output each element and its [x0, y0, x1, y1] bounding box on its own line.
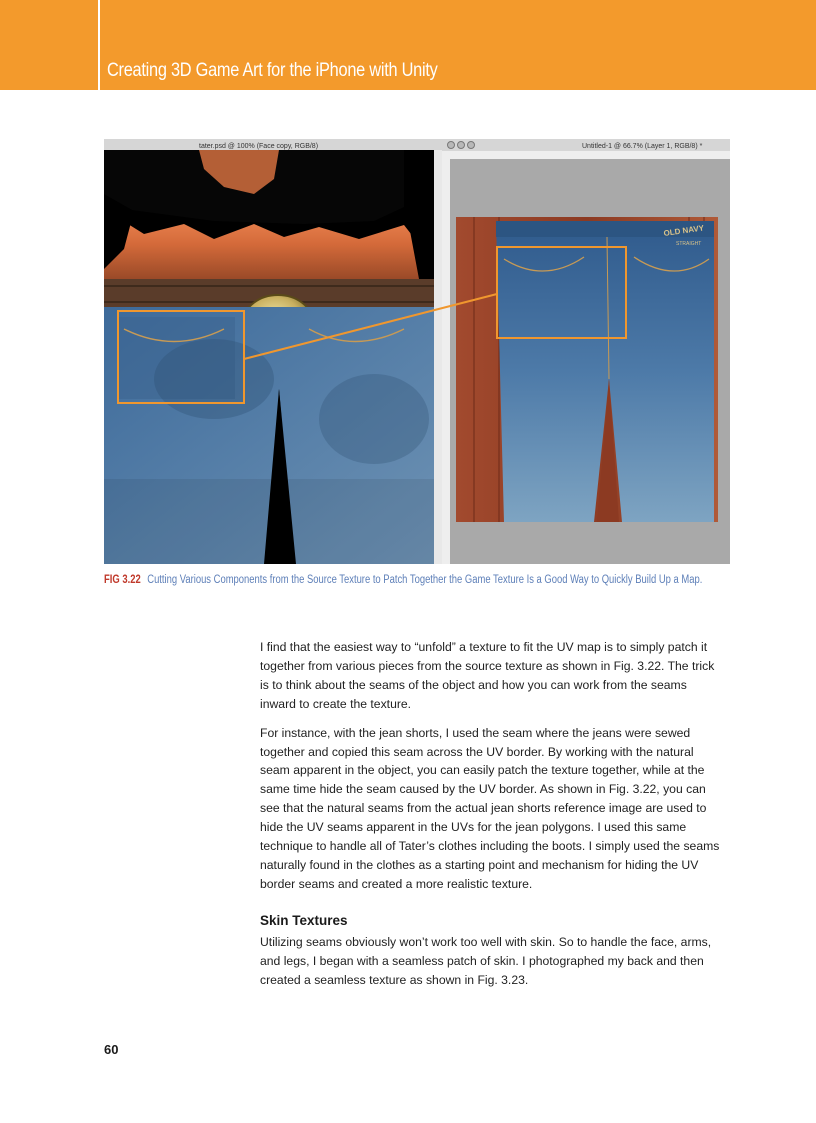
- close-icon[interactable]: [448, 142, 455, 149]
- book-title: Creating 3D Game Art for the iPhone with Unity: [107, 60, 438, 81]
- figure-screenshot: [104, 139, 730, 564]
- minimize-icon[interactable]: [458, 142, 465, 149]
- left-ruler: [434, 150, 442, 564]
- page-number: 60: [104, 1042, 119, 1057]
- section-heading: Skin Textures: [260, 912, 348, 928]
- reference-label-brand: OLD NAVY: [663, 223, 705, 238]
- body-text: [260, 638, 722, 999]
- reference-label-style: STRAIGHT: [676, 241, 702, 247]
- right-window-title: Untitled-1 @ 66.7% (Layer 1, RGB/8) *: [582, 143, 703, 150]
- figure-3-22: [104, 139, 730, 564]
- paragraph: I find that the easiest way to “unfold” a texture to fit the UV map is to simply patch it together from various pieces from the source texture as shown in Fig. 3.22. The trick is to think about the seams of the object and how you can work from the seams inward to create the texture.: [260, 640, 715, 711]
- paragraph: Utilizing seams obviously won’t work too well with skin. So to handle the face, arms, and legs, I began with a seamless patch of skin. I photographed my back and then created a seamless texture as shown in Fig. 3.23.: [260, 934, 712, 987]
- figure-label: FIG 3.22: [104, 574, 141, 586]
- left-window-title: tater.psd @ 100% (Face copy, RGB/8): [199, 143, 319, 150]
- paragraph: For instance, with the jean shorts, I used the seam where the jeans were sewed together and copied this seam across the UV border. By working with the natural seam apparent in the object, you can easily patch the texture together, while at the same time hide the seam caused by the UV border. As shown in Fig. 3.22, you can see that the natural seams from the actual jean shorts reference image are used to hide the UV seams apparent in the UVs for the jean polygons. I used this same technique to handle all of Tater’s clothes including the boots. I simply used the seams naturally found in the clothes as a starting point and mechanism for hiding the UV border seams and created a more realistic texture.: [260, 725, 720, 891]
- chapter-header-bar: [0, 0, 816, 90]
- figure-caption: [104, 574, 702, 586]
- caption-text: Cutting Various Components from the Source Texture to Patch Together the Game Texture Is a Good Way to Quickly Build Up a Map.: [147, 574, 703, 586]
- right-ruler: [442, 151, 730, 159]
- zoom-icon[interactable]: [468, 142, 475, 149]
- header-divider: [98, 0, 100, 90]
